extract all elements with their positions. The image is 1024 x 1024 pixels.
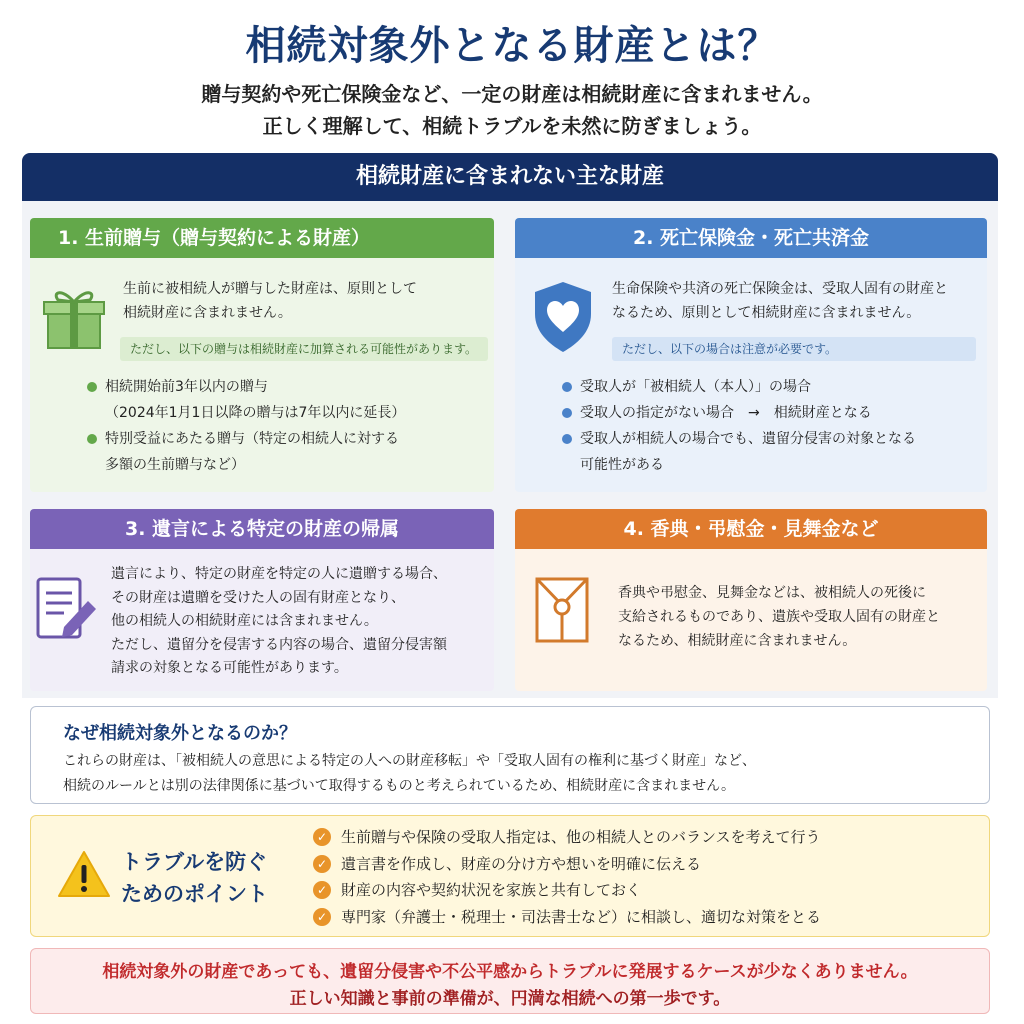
tips-title (121, 846, 268, 910)
card-note: ただし、以下の贈与は相続財産に加算される可能性があります。 (120, 337, 488, 361)
card-description (111, 563, 447, 681)
desc-line: 生前に被相続人が贈与した財産は、原則として (123, 281, 417, 297)
list-item: ✓ 専門家（弁護士・税理士・司法書士など）に相談し、適切な対策をとる (313, 904, 821, 931)
desc-line: 遺言により、特定の財産を特定の人に遺贈する場合、 (111, 566, 447, 582)
tips-list (313, 824, 821, 930)
card-will-bequest (30, 509, 494, 691)
footer-line: 正しい知識と事前の準備が、円満な相続への第一歩です。 (289, 989, 731, 1009)
list-item (562, 374, 916, 400)
list-item (562, 426, 916, 478)
desc-line: なるため、原則として相続財産に含まれません。 (612, 305, 921, 321)
desc-line: 請求の対象となる可能性があります。 (111, 660, 348, 676)
trouble-prevention-box (30, 815, 990, 937)
document-pen-icon (34, 575, 100, 645)
card-bullet-list (562, 374, 916, 478)
bullet-line: 受取人の指定がない場合 → 相続財産となる (580, 405, 872, 421)
list-item (87, 374, 405, 426)
desc-line: 他の相続人の相続財産には含まれません。 (111, 613, 378, 629)
card-death-insurance (515, 218, 987, 492)
desc-line: 香典や弔慰金、見舞金などは、被相続人の死後に (618, 585, 926, 601)
bullet-line: 特別受益にあたる贈与（特定の相続人に対する (105, 431, 399, 447)
bullet-line: 受取人が「被相続人（本人）」の場合 (580, 379, 811, 395)
list-item (562, 400, 916, 426)
main-section-header: 相続財産に含まれない主な財産 (22, 153, 998, 201)
envelope-icon (533, 575, 591, 645)
why-line: 相続のルールとは別の法律関係に基づいて取得するものと考えられているため、相続財産に含まれません。 (63, 778, 735, 794)
desc-line: 相続財産に含まれません。 (123, 305, 292, 321)
why-title: なぜ相続対象外となるのか？ (63, 723, 297, 744)
list-item: ✓ 財産の内容や契約状況を家族と共有しておく (313, 877, 821, 904)
footer-line: 相続対象外の財産であっても、遺留分侵害や不公平感からトラブルに発展するケースが少なくありません。 (102, 962, 918, 982)
card-condolence-money (515, 509, 987, 691)
why-text (63, 749, 756, 799)
footer-warning-box (30, 948, 990, 1014)
gift-icon (42, 284, 106, 350)
page-title: 相続対象外となる財産とは？ (245, 23, 779, 69)
why-line: これらの財産は、「被相続人の意思による特定の人への財産移転」や「受取人固有の権利に基づく財産」など、 (63, 753, 756, 769)
desc-line: なるため、相続財産に含まれません。 (618, 633, 857, 649)
list-item: ✓ 生前贈与や保険の受取人指定は、他の相続人とのバランスを考えて行う (313, 824, 821, 851)
page-subtitle-line1: 贈与契約や死亡保険金など、一定の財産は相続財産に含まれません。 (201, 82, 823, 106)
tips-title-line: ためのポイント (121, 882, 268, 906)
card-title: 1. 生前贈与（贈与契約による財産） (30, 218, 494, 258)
list-item (87, 426, 405, 478)
shield-heart-icon (531, 280, 595, 354)
why-excluded-box (30, 706, 990, 804)
card-description (618, 581, 940, 653)
card-description (123, 277, 417, 325)
page-subtitle-line2: 正しく理解して、相続トラブルを未然に防ぎましょう。 (262, 114, 762, 138)
card-bullet-list (87, 374, 405, 478)
card-title: 2. 死亡保険金・死亡共済金 (515, 218, 987, 258)
desc-line: その財産は遺贈を受けた人の固有財産となり、 (111, 589, 405, 606)
bullet-line: 多額の生前贈与など） (105, 457, 245, 473)
desc-line: 生命保険や共済の死亡保険金は、受取人固有の財産と (612, 281, 948, 297)
card-title: 3. 遺言による特定の財産の帰属 (30, 509, 494, 549)
warning-icon (57, 850, 111, 898)
desc-line: ただし、遺留分を侵害する内容の場合、遺留分侵害額 (111, 636, 447, 653)
tips-title-line: トラブルを防ぐ (121, 850, 268, 874)
list-item: ✓ 遺言書を作成し、財産の分け方や想いを明確に伝える (313, 851, 821, 878)
bullet-line: （2024年1月1日以降の贈与は7年以内に延長） (105, 405, 406, 421)
desc-line: 支給されるものであり、遺族や受取人固有の財産と (618, 609, 940, 625)
card-description (612, 277, 948, 325)
bullet-line: 可能性がある (580, 457, 664, 473)
card-lifetime-gift (30, 218, 494, 492)
card-note: ただし、以下の場合は注意が必要です。 (612, 337, 976, 361)
card-title: 4. 香典・弔慰金・見舞金など (515, 509, 987, 549)
bullet-line: 受取人が相続人の場合でも、遺留分侵害の対象となる (580, 431, 916, 447)
bullet-line: 相続開始前3年以内の贈与 (105, 379, 268, 395)
